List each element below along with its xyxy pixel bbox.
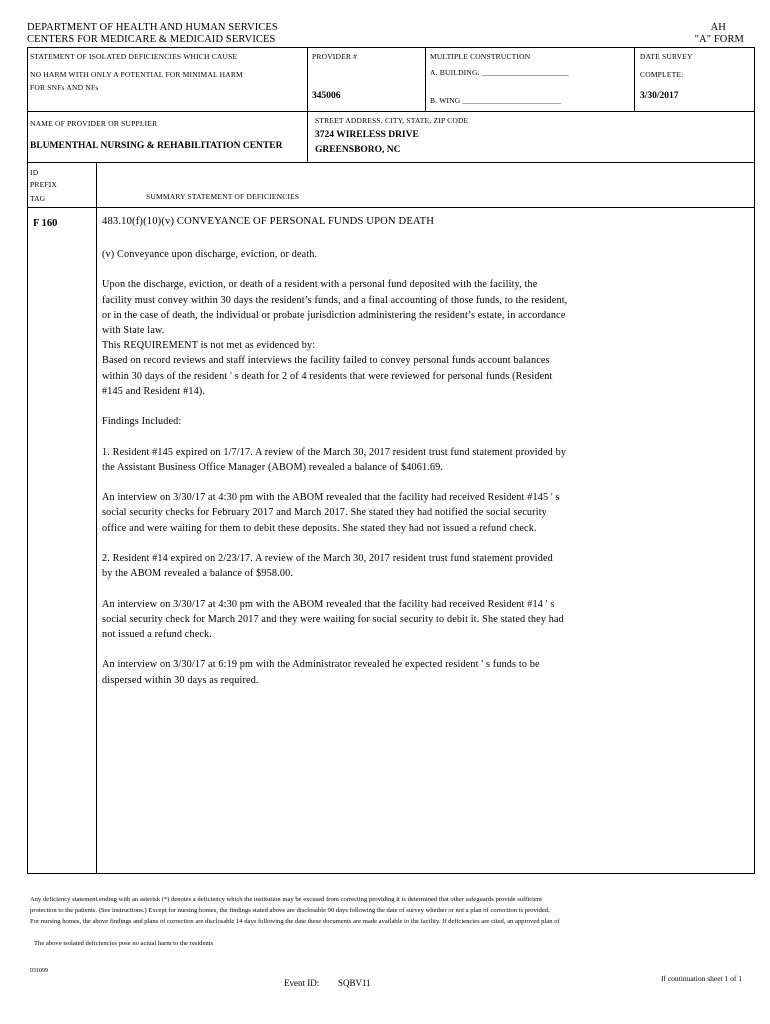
continuation-sheet: If continuation sheet 1 of 1 [660,974,742,983]
deficiency-body [102,247,742,703]
wing-field: B. WING _________________________ [430,96,562,105]
survey-date-value: 3/30/2017 [640,91,679,101]
provider-number-label: PROVIDER # [312,52,358,61]
prefix-label: PREFIX [30,180,58,189]
form-type-label: "A" FORM [694,34,744,45]
disclaimer-line-1: Any deficiency statement ending with an asterisk (*) denotes a deficiency which the institution may be excused from correcting providing it is determined that other safeguards provide sufficient [30,896,543,903]
statement-label-3: FOR SNFs AND NFs [30,83,99,92]
summary-statement-label: SUMMARY STATEMENT OF DEFICIENCIES [146,192,300,201]
event-id-value: SQBV11 [338,978,371,988]
id-label: ID [30,168,39,177]
form-number: 031099 [30,968,48,974]
complete-label: COMPLETE: [640,70,684,79]
building-field: A. BUILDING: ______________________ [430,68,569,77]
disclaimer-line-3: For nursing homes, the above findings and plans of correction are disclosable 14 days following the date these documents are made available to the facility. If deficiencies are cited, an approved plan of [30,918,560,925]
deficiency-paragraph: 1. Resident #145 expired on 1/7/17. A review of the March 30, 2017 resident trust fund statement provided by the Assistant Business Office Manager (ABOM) revealed a balance of $4061.69. [102,446,567,473]
disclaimer-line-2: protection to the patients. (See instructions.) Except for nursing homes, the findings stated above are disclosable 90 days following the date of survey whether or not a plan of correction is provided. [30,907,550,914]
tag-label: TAG [30,194,46,203]
agency-name: DEPARTMENT OF HEALTH AND HUMAN SERVICES [27,22,278,33]
form-code-right: AH [710,22,726,33]
address-city: GREENSBORO, NC [315,145,401,155]
deficiency-paragraph: (v) Conveyance upon discharge, eviction, or death. [102,249,318,260]
agency-subname: CENTERS FOR MEDICARE & MEDICAID SERVICES [27,34,276,45]
deficiency-paragraph: Findings Included: [102,416,182,428]
address-street: 3724 WIRELESS DRIVE [315,130,419,140]
date-survey-label: DATE SURVEY [640,52,693,61]
deficiency-paragraph: An interview on 3/30/17 at 4:30 pm with the ABOM revealed that the facility had received Resident #14 ' s social security check for March 2017 and they were waiting for social security to debit it. She stated they had not issued a refund check. [102,598,564,640]
deficiency-paragraph: An interview on 3/30/17 at 4:30 pm with the ABOM revealed that the facility had received Resident #145 ' s social security checks for February 2017 and March 2017. She stated they had notified the social security office and were waiting for them to debit these deposits. She stated they had not issued a refund check. [102,492,560,534]
deficiency-paragraph: An interview on 3/30/17 at 6:19 pm with the Administrator revealed he expected resident ' s funds to be dispersed within 30 days as required. [102,659,540,686]
deficiency-tag: F 160 [33,218,58,229]
multiple-construction-label: MULTIPLE CONSTRUCTION [430,52,531,61]
deficiency-title: 483.10(f)(10)(v) CONVEYANCE OF PERSONAL FUNDS UPON DEATH [102,216,434,227]
provider-name-value: BLUMENTHAL NURSING & REHABILITATION CENTER [30,141,283,151]
provider-number-value: 345006 [312,91,341,101]
harm-note: The above isolated deficiencies pose no actual harm to the residents [34,940,214,947]
deficiency-paragraph: 2. Resident #14 expired on 2/23/17. A review of the March 30, 2017 resident trust fund statement provided by the ABOM revealed a balance of $958.00. [102,552,553,580]
deficiency-paragraph: Upon the discharge, eviction, or death of a resident with a personal fund deposited with the facility, the facility must convey within 30 days the resident’s funds, and a final accounting of those funds, to the resident, or in the case of death, the individual or probate jurisdiction administering the resident’s estate, in accordance with State law. This REQUIREMENT is not met as evidenced by: Based on record reviews and staff interviews the facility failed to convey personal funds account balances within 30 days of the resident ' s death for 2 of 4 residents that were reviewed for personal funds (Resident #145 and Resident #14). [102,279,568,397]
statement-label-1: STATEMENT OF ISOLATED DEFICIENCIES WHICH CAUSE [30,52,238,61]
provider-name-label: NAME OF PROVIDER OR SUPPLIER [30,119,158,128]
address-label: STREET ADDRESS, CITY, STATE, ZIP CODE [315,116,469,125]
event-id-label: Event ID: [284,978,320,988]
statement-label-2: NO HARM WITH ONLY A POTENTIAL FOR MINIMAL HARM [30,70,243,79]
